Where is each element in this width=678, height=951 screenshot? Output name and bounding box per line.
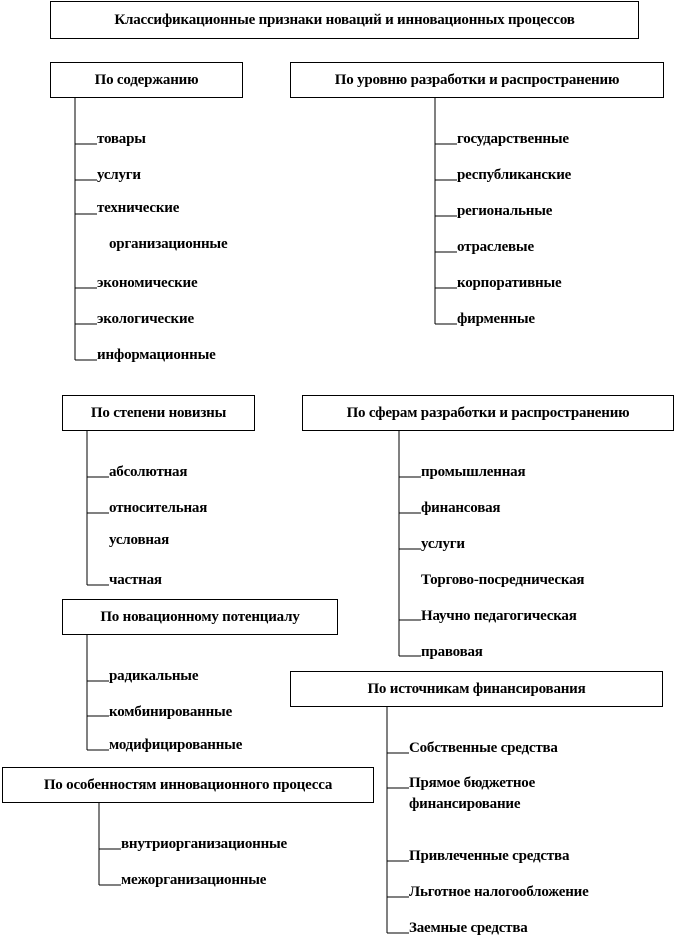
- novelty-item: относительная: [109, 500, 208, 516]
- process-item: межорганизационные: [121, 872, 267, 888]
- financing-item: Льготное налогообложение: [409, 884, 589, 900]
- novelty-item: условная: [109, 532, 169, 548]
- content-item: информационные: [97, 347, 216, 363]
- financing-item: Заемные средства: [409, 920, 528, 936]
- content-item: товары: [97, 131, 146, 147]
- spheres-item: промышленная: [421, 464, 526, 480]
- potential-item: модифицированные: [109, 737, 243, 753]
- header-process: По особенностям инновационного процесса: [2, 767, 374, 803]
- spheres-item: услуги: [421, 536, 465, 552]
- spheres-item: финансовая: [421, 500, 501, 516]
- header-content: По содержанию: [50, 62, 243, 98]
- spheres-item: Торгово-посредническая: [421, 572, 585, 588]
- header-level: По уровню разработки и распространению: [290, 62, 664, 98]
- novelty-item: абсолютная: [109, 464, 188, 480]
- process-item: внутриорганизационные: [121, 836, 287, 852]
- header-potential: По новационному потенциалу: [62, 599, 338, 635]
- level-item: республиканские: [457, 167, 572, 183]
- content-item: организационные: [109, 236, 228, 252]
- spheres-item: правовая: [421, 644, 483, 660]
- financing-item: Собственные средства: [409, 740, 558, 756]
- diagram-title: Классификационные признаки новаций и инновационных процессов: [50, 1, 639, 39]
- financing-item: Привлеченные средства: [409, 848, 570, 864]
- level-item: региональные: [457, 203, 553, 219]
- level-item: корпоративные: [457, 275, 562, 291]
- level-item: фирменные: [457, 311, 535, 327]
- potential-item: комбинированные: [109, 704, 233, 720]
- header-novelty: По степени новизны: [62, 395, 255, 431]
- content-item: услуги: [97, 167, 141, 183]
- level-item: государственные: [457, 131, 569, 147]
- header-spheres: По сферам разработки и распространению: [302, 395, 674, 431]
- header-financing: По источникам финансирования: [290, 671, 663, 707]
- content-item: технические: [97, 200, 180, 216]
- content-item: экономические: [97, 275, 198, 291]
- content-item: экологические: [97, 311, 194, 327]
- spheres-item: Научно педагогическая: [421, 608, 577, 624]
- financing-item: Прямое бюджетное финансирование: [409, 775, 536, 812]
- level-item: отраслевые: [457, 239, 534, 255]
- novelty-item: частная: [109, 572, 162, 588]
- potential-item: радикальные: [109, 668, 199, 684]
